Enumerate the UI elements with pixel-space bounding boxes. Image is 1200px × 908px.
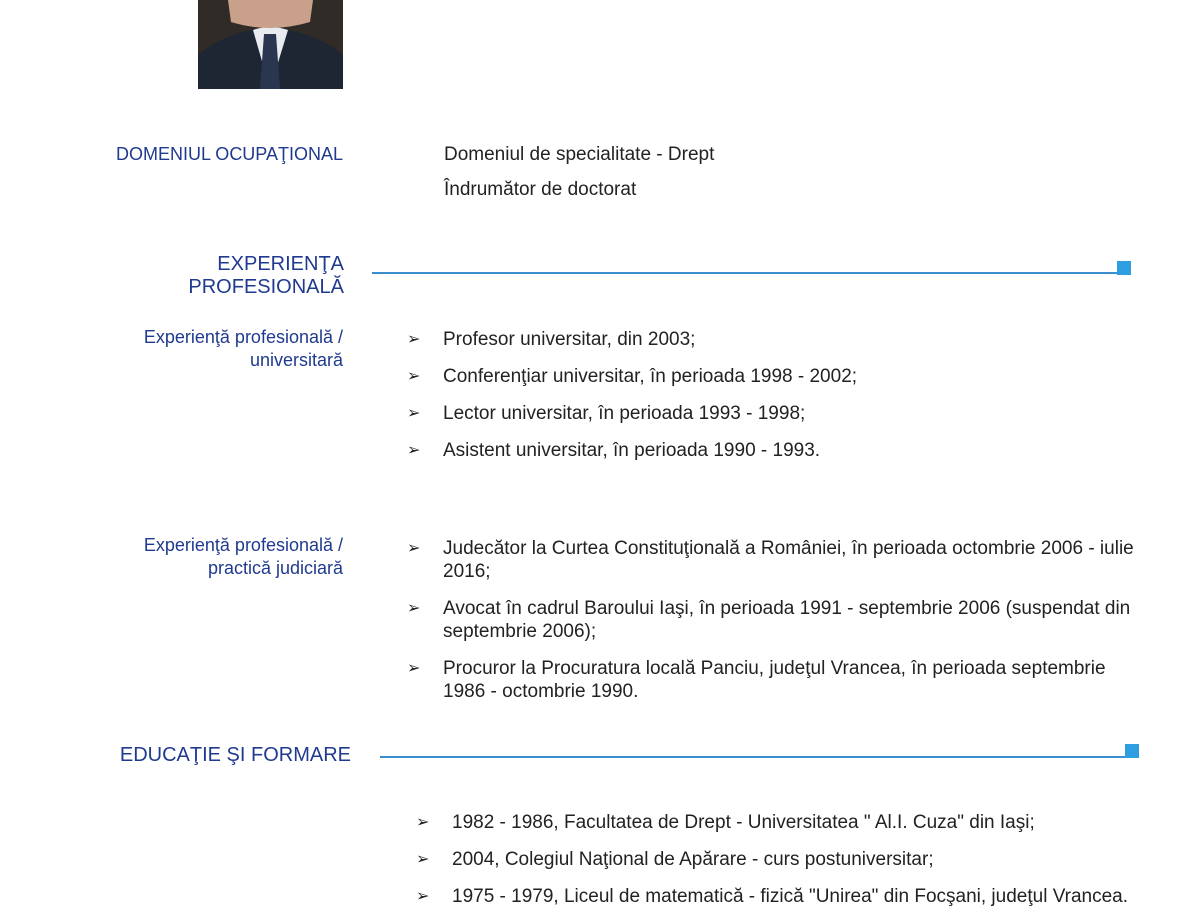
judicial-experience-label [80,534,343,580]
occupational-line-2: Îndrumător de doctorat [444,179,637,200]
arrow-bullet-icon: ➢ [416,888,430,905]
university-experience-label [80,326,343,372]
list-item: ➢ Avocat în cadrul Baroului Iaşi, în perioada 1991 - septembrie 2006 (suspendat din septembrie 2006); [407,598,1131,642]
arrow-bullet-icon: ➢ [416,851,430,868]
occupational-line-1: Domeniul de specialitate - Drept [444,144,715,165]
arrow-bullet-icon: ➢ [407,331,421,348]
education-divider [380,756,1126,758]
arrow-bullet-icon: ➢ [407,600,421,617]
arrow-bullet-icon: ➢ [407,405,421,422]
arrow-bullet-icon: ➢ [407,368,421,385]
education-list [416,811,1176,908]
judicial-label-line-1: Experienţă profesională / [143,535,343,555]
arrow-bullet-icon: ➢ [407,540,421,557]
university-experience-list [407,328,1147,462]
list-item: ➢ Asistent universitar, în perioada 1990 - 1993. [407,440,821,461]
experience-heading-line-2: PROFESIONALĂ [188,276,344,298]
list-item: ➢ Profesor universitar, din 2003; [407,329,696,350]
experience-divider [372,272,1118,274]
arrow-bullet-icon: ➢ [407,660,421,677]
arrow-bullet-icon: ➢ [407,442,421,459]
list-item: ➢ Lector universitar, în perioada 1993 - 1998; [407,403,806,424]
list-item: ➢ Judecător la Curtea Constituţională a României, în perioada octombrie 2006 - iulie 2016; [407,538,1134,582]
experience-heading-line-1: EXPERIENŢA [217,253,344,275]
university-label-line-1: Experienţă profesională / [143,327,343,347]
portrait-photo [198,0,343,89]
list-item: ➢ Conferenţiar universitar, în perioada 1998 - 2002; [407,366,858,387]
list-item: ➢ Procuror la Procuratura locală Panciu, judeţul Vrancea, în perioada septembrie 1986 - octombrie 1990. [407,658,1106,702]
arrow-bullet-icon: ➢ [416,814,430,831]
list-item: ➢ 1982 - 1986, Facultatea de Drept - Universitatea " Al.I. Cuza" din Iaşi; [416,812,1035,833]
experience-heading [80,253,344,299]
university-label-line-2: universitară [249,350,343,370]
judicial-label-line-2: practică judiciară [207,558,343,578]
list-item: ➢ 2004, Colegiul Naţional de Apărare - curs postuniversitar; [416,849,934,870]
list-item: ➢ 1975 - 1979, Liceul de matematică - fizică "Unirea" din Focşani, judeţul Vrancea. [416,886,1129,907]
education-divider-square [1125,744,1139,758]
occupational-label: DOMENIUL OCUPAŢIONAL [115,144,343,164]
experience-divider-square [1117,261,1131,275]
judicial-experience-list [407,537,1167,703]
education-heading: EDUCAŢIE ŞI FORMARE [119,744,351,766]
